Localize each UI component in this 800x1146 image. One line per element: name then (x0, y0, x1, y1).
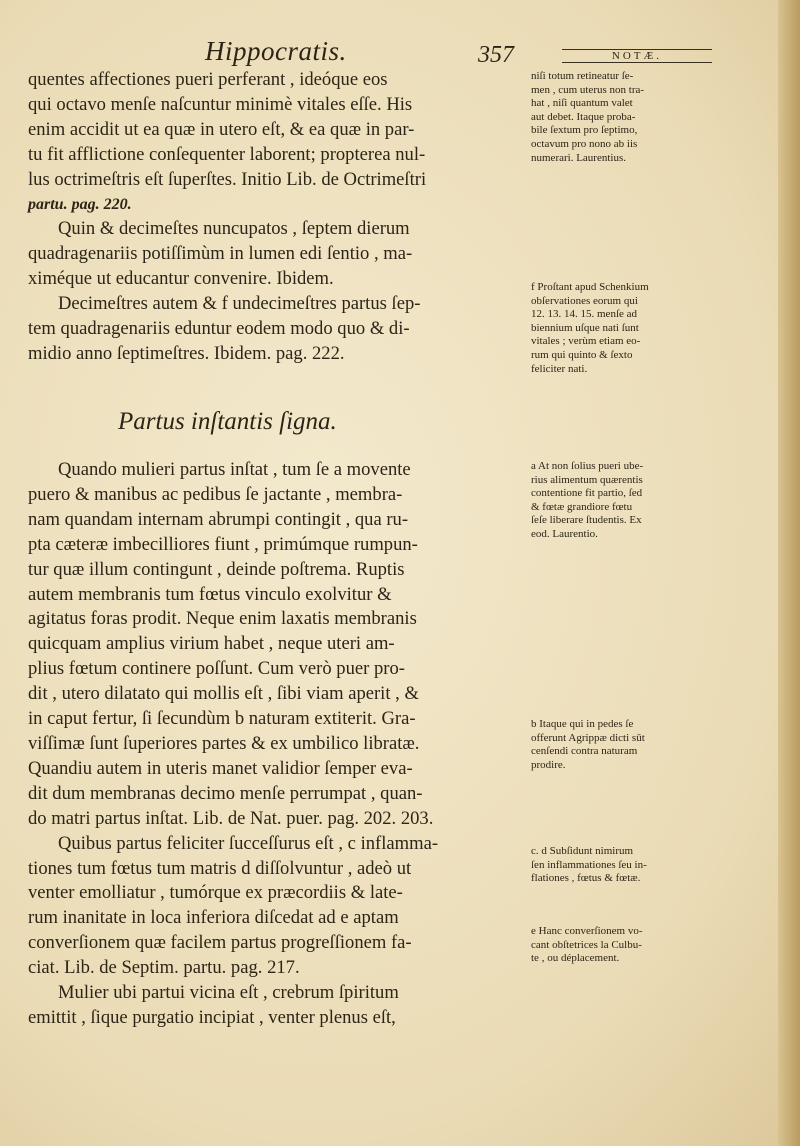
marginal-note-f: f Proſtant apud Schenkium obſervationes eorum qui 12. 13. 14. 15. menſe ad biennium uſque nati ſunt vitales ; verùm etiam eo- rum qui quinto & ſexto feliciter nati. (531, 281, 649, 375)
paragraph-partus-instat (28, 458, 528, 832)
text-line: dit dum membranas decimo menſe perrumpat , quan- (28, 782, 423, 804)
paragraph-decimestres (28, 217, 528, 292)
text-line: nam quandam internam abrumpi contingit , qua ru- (28, 508, 409, 530)
text-line: autem membranis tum fœtus vinculo exolvitur & (28, 583, 392, 605)
text-line: midio anno ſeptimeſtres. Ibidem. pag. 222. (28, 342, 345, 364)
text-line: ciat. Lib. de Septim. partu. pag. 217. (28, 957, 300, 979)
text-line: Quibus partus feliciter ſucceſſurus eſt , c inflamma- (58, 832, 439, 854)
paragraph-undecimestres (28, 292, 528, 367)
text-line: do matri partus inſtat. Lib. de Nat. puer. pag. 202. 203. (28, 807, 434, 829)
text-line: venter emolliatur , tumórque ex præcordiis & late- (28, 882, 403, 904)
text-line: agitatus foras prodit. Neque enim laxatis membranis (28, 608, 417, 630)
text-line: Mulier ubi partui vicina eſt , crebrum ſpiritum (58, 982, 399, 1004)
text-line: Decimeſtres autem & f undecimeſtres partus ſep- (58, 293, 421, 315)
text-line: Quando mulieri partus inſtat , tum ſe a movente (58, 459, 411, 480)
marginal-note-e: e Hanc converſionem vo- cant obſtetrices la Culbu- te , ou déplacement. (531, 925, 643, 965)
text-line: dit , utero dilatato qui mollis eſt , ſibi viam aperit , & (28, 683, 419, 705)
text-line: viſſimæ ſunt ſuperiores partes & ex umbilico libratæ. (28, 732, 420, 754)
marginal-note-cd: c. d Subſidunt nimirum ſen inflammationes ſeu in- flationes , fœtus & fœtæ. (531, 845, 647, 885)
text-line: enim accidit ut ea quæ in utero eſt, & ea quæ in par- (28, 118, 415, 140)
paragraph-mulier (28, 981, 528, 1031)
text-line: quicquam amplius virium habet , neque uteri am- (28, 633, 395, 655)
running-head-title: Hippocratis. (205, 36, 347, 66)
text-line: tem quadragenariis eduntur eodem modo quo & di- (28, 318, 410, 340)
text-line: lus octrimeſtris eſt ſuperſtes. Initio Lib. de Octrimeſtri (28, 168, 427, 190)
text-line: Quin & decimeſtes nuncupatos , ſeptem dierum (58, 218, 410, 240)
text-line: quentes affectiones pueri perferant , ideóque eos (28, 69, 388, 90)
paragraph-feliciter (28, 832, 528, 981)
text-line: qui octavo menſe naſcuntur minimè vitales eſſe. His (28, 93, 413, 115)
text-line: plius fœtum continere poſſunt. Cum verò puer pro- (28, 658, 405, 680)
paragraph-octrimestri (28, 68, 528, 217)
text-line: tur quæ illum contingunt , deinde poſtrema. Ruptis (28, 558, 405, 580)
notes-column-label: NOTÆ. (562, 49, 712, 63)
text-line: converſionem quæ facilem partus progreſſionem fa- (28, 932, 412, 954)
text-line: emittit , ſique purgatio incipiat , venter plenus eſt, (28, 1006, 396, 1028)
marginal-note-b: b Itaque qui in pedes ſe offerunt Agrippæ dicti sūt cenſendi contra naturam prodire. (531, 718, 645, 771)
text-line: tu fit afflictione conſequenter laborent; propterea nul- (28, 143, 426, 165)
page-gutter-fold (778, 0, 800, 1146)
main-text-column-lower (28, 458, 528, 1031)
text-line: in caput fertur, ſi ſecundùm b naturam extiterit. Gra- (28, 708, 416, 730)
main-text-column (28, 68, 528, 367)
marginal-note-a: a At non ſolius pueri ube- rius alimentum quærentis contentione fit partio, ſed & fœtæ grandiore fœtu ſeſe liberare ſtudentis. Ex eod. Laurentio. (531, 460, 644, 540)
text-line: pta cæteræ imbecilliores fiunt , primúmque rumpun- (28, 533, 418, 555)
page-number: 357 (478, 42, 514, 68)
text-line: Quandiu autem in uteris manet validior ſemper eva- (28, 757, 413, 779)
text-line: tiones tum fœtus tum matris d diſſolvuntur , adeò ut (28, 857, 412, 879)
section-heading: Partus inſtantis ſigna. (118, 408, 337, 435)
text-line: puero & manibus ac pedibus ſe jactante , membra- (28, 483, 403, 505)
citation-line: partu. pag. 220. (28, 195, 132, 213)
text-line: ximéque ut educantur convenire. Ibidem. (28, 268, 334, 290)
text-line: quadragenariis potiſſimùm in lumen edi ſentio , ma- (28, 243, 413, 265)
marginal-note-top: niſi totum retineatur ſe- men , cum uterus non tra- hat , niſi quantum valet aut debet. Itaque proba- bile ſextum pro ſeptimo, octavum pro nono ab iis numerari. Laurentius. (531, 70, 645, 164)
text-line: rum inanitate in loca inferiora diſcedat ad e aptam (28, 907, 399, 929)
